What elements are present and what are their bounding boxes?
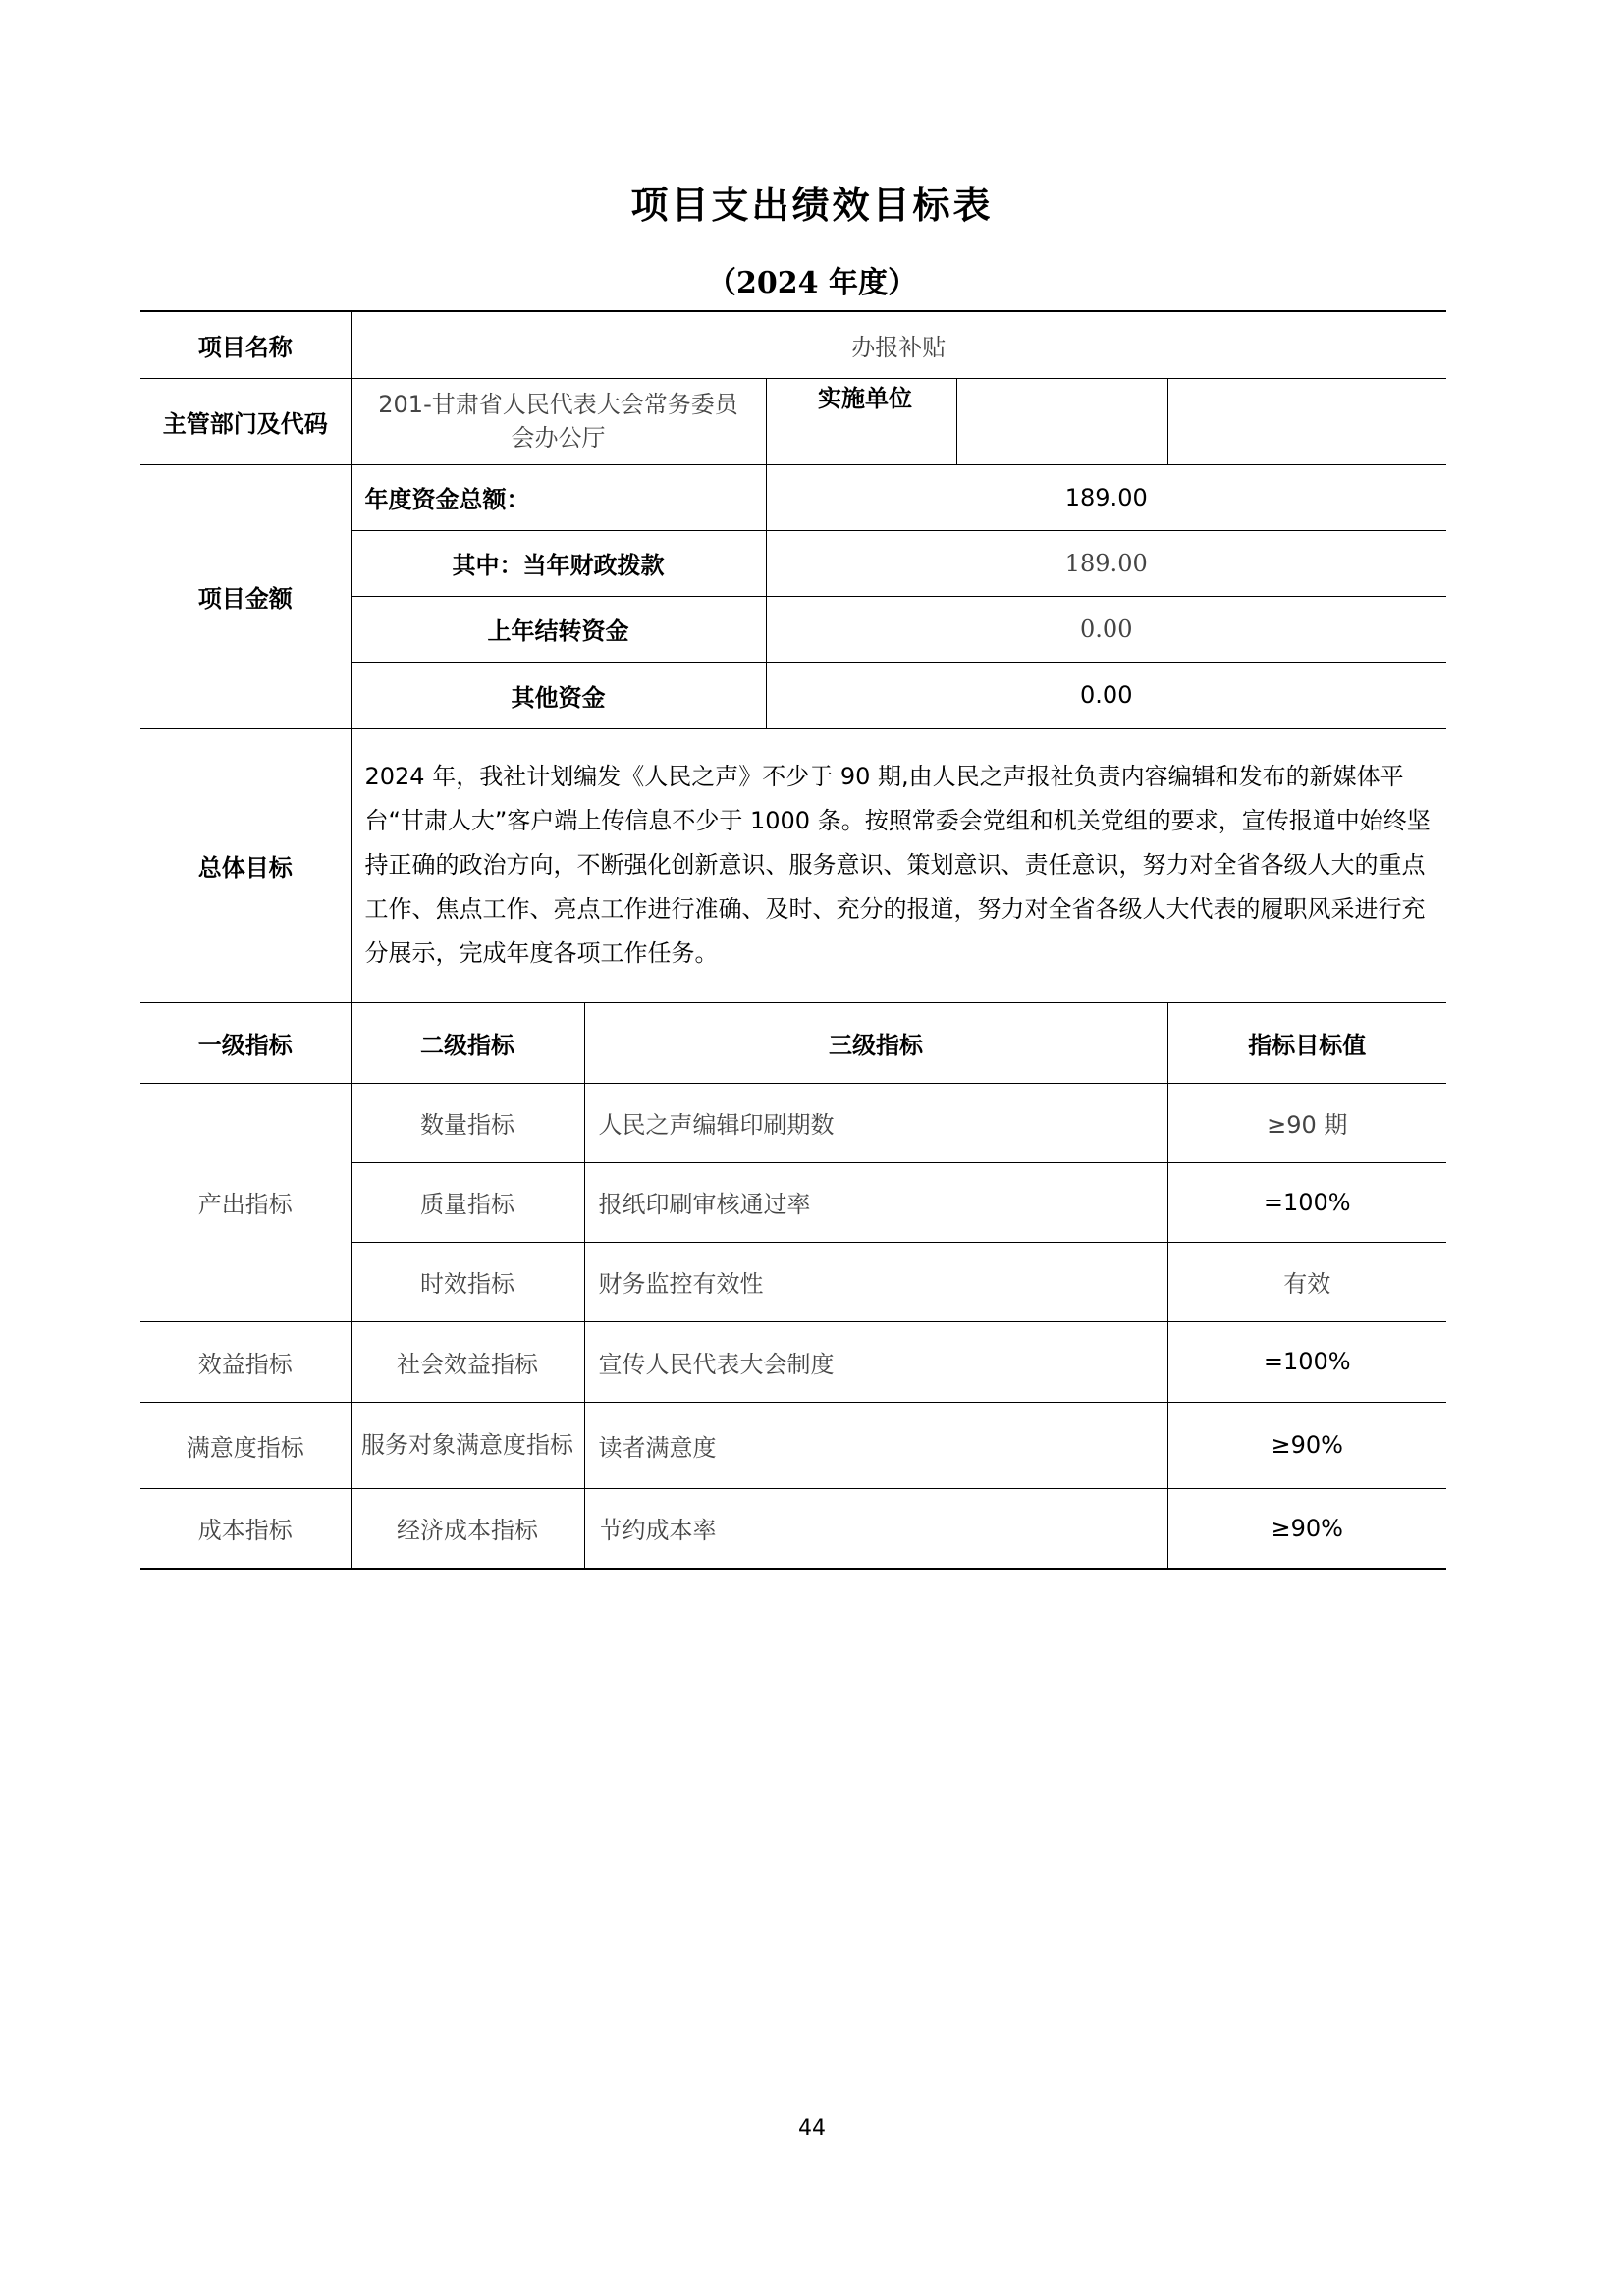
project-name-row [140, 311, 1446, 378]
satisfaction-level1: 满意度指标 [140, 1402, 351, 1488]
goal-text: 2024 年，我社计划编发《人民之声》不少于 90 期,由人民之声报社负责内容编辑和发布的新媒体平台“甘肃人大”客户端上传信息不少于 1000 条。按照常委会党组和机关党组的要求，宣传报道中始终坚持正确的政治方向，不断强化创新意识、服务意识、策划意识、责任意识，努力对全省各级人大的重点工作、焦点工作、亮点工作进行准确、及时、充分的报道，努力对全省各级人大代表的履职风采进行充分展示，完成年度各项工作任务。 [351, 728, 1446, 1002]
department-value: 201-甘肃省人民代表大会常务委员会办公厅 [351, 378, 766, 464]
department-label: 主管部门及代码 [140, 378, 351, 464]
cost-level3: 节约成本率 [584, 1488, 1167, 1569]
satisfaction-level3: 读者满意度 [584, 1402, 1167, 1488]
benefit-level2: 社会效益指标 [351, 1321, 584, 1402]
output-level3: 人民之声编辑印刷期数 [584, 1083, 1167, 1162]
cost-level2: 经济成本指标 [351, 1488, 584, 1569]
project-name-label: 项目名称 [140, 311, 351, 378]
output-level2: 质量指标 [351, 1162, 584, 1242]
fund-fiscal-label: 其中：当年财政拨款 [351, 530, 766, 596]
department-row [140, 378, 1446, 464]
fund-fiscal-value: 189.00 [766, 530, 1446, 596]
fund-label: 项目金额 [140, 464, 351, 728]
implementing-unit-divider [956, 378, 1160, 464]
benefit-target: =100% [1167, 1321, 1446, 1402]
benefit-level1: 效益指标 [140, 1321, 351, 1402]
output-level1: 产出指标 [140, 1083, 351, 1321]
header-level2: 二级指标 [351, 1002, 584, 1083]
cost-level1: 成本指标 [140, 1488, 351, 1569]
implementing-unit-label [766, 378, 1167, 464]
header-target: 指标目标值 [1167, 1002, 1446, 1083]
cost-target: ≥90% [1167, 1488, 1446, 1569]
header-level1: 一级指标 [140, 1002, 351, 1083]
fund-other-label: 其他资金 [351, 662, 766, 728]
satisfaction-target: ≥90% [1167, 1402, 1446, 1488]
fund-other-value: 0.00 [766, 662, 1446, 728]
fund-total-row [140, 464, 1446, 530]
page-title: 项目支出绩效目标表 [630, 184, 994, 227]
goal-row [140, 728, 1446, 1002]
year-subtitle: （2024 年度） [707, 266, 917, 300]
table-row [140, 1488, 1446, 1569]
output-level3: 报纸印刷审核通过率 [584, 1162, 1167, 1242]
satisfaction-level2: 服务对象满意度指标 [351, 1402, 584, 1488]
output-target: ≥90 期 [1167, 1083, 1446, 1162]
goal-label: 总体目标 [140, 728, 351, 1002]
benefit-level3: 宣传人民代表大会制度 [584, 1321, 1167, 1402]
fund-total-value: 189.00 [766, 464, 1446, 530]
fund-carry-label: 上年结转资金 [351, 596, 766, 662]
output-level2: 时效指标 [351, 1242, 584, 1321]
output-target: =100% [1167, 1162, 1446, 1242]
output-level3: 财务监控有效性 [584, 1242, 1167, 1321]
implementing-unit-text: 实施单位 [818, 385, 912, 412]
table-row [140, 1402, 1446, 1488]
output-level2: 数量指标 [351, 1083, 584, 1162]
indicator-header-row [140, 1002, 1446, 1083]
performance-table [140, 310, 1446, 1570]
output-target: 有效 [1167, 1242, 1446, 1321]
page-number: 44 [798, 2116, 826, 2141]
table-row [140, 1321, 1446, 1402]
implementing-unit-value [1167, 378, 1446, 464]
fund-carry-value: 0.00 [766, 596, 1446, 662]
fund-total-label: 年度资金总额： [351, 464, 766, 530]
header-level3: 三级指标 [584, 1002, 1167, 1083]
table-row [140, 1083, 1446, 1162]
project-name-value: 办报补贴 [351, 311, 1446, 378]
